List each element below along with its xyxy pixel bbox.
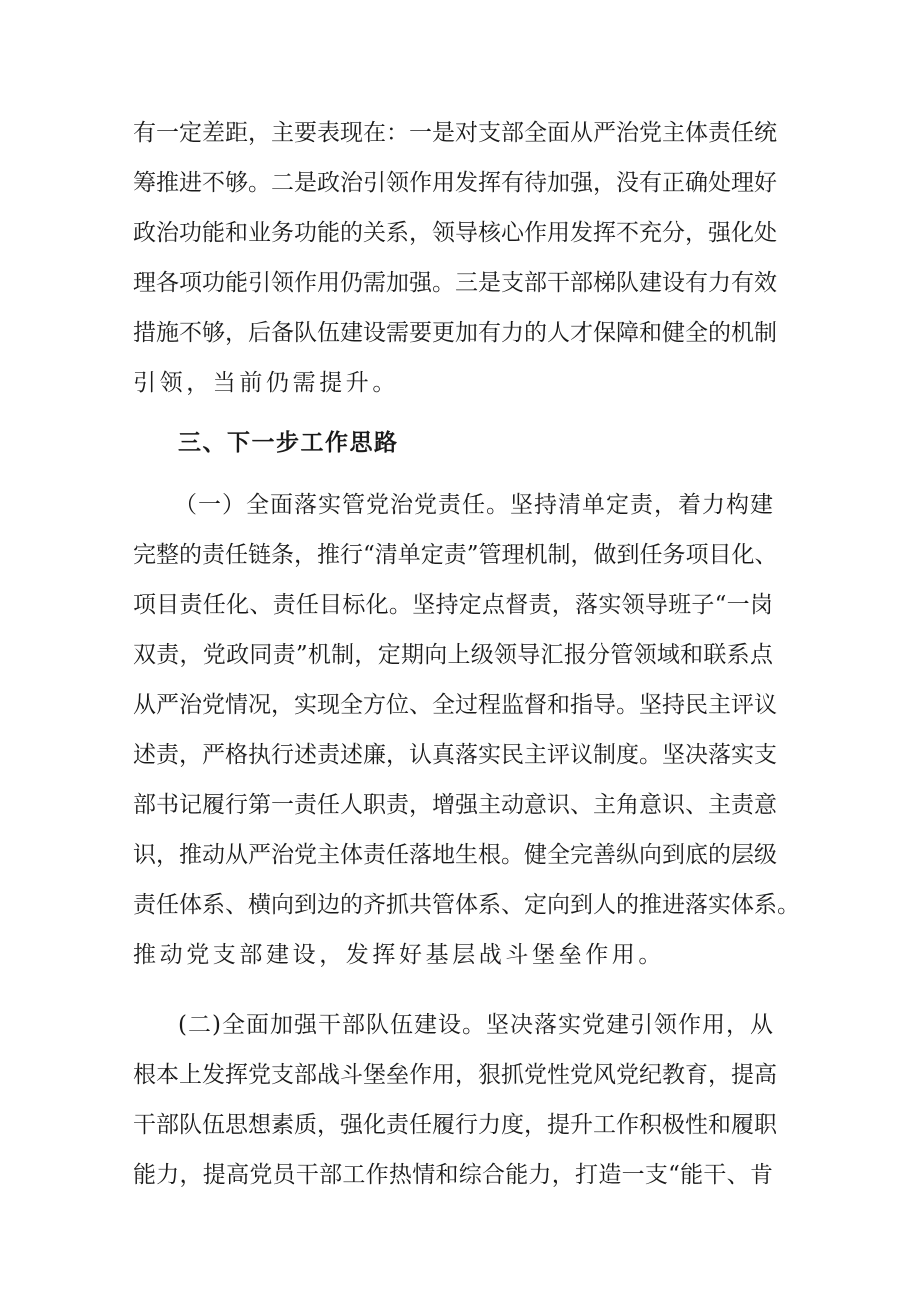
paragraph-line: 政 治 功 能 和 业 务 功 能 的 关 系 ， 领 导 核 心 作 用 发 挥 不 充 分 ， 强 化 处 xyxy=(133,220,777,246)
paragraph-line: （ 一 ） 全 面 落 实 管 党 治 党 责 任 。 坚 持 清 单 定 责 ， 着 力 构 建 xyxy=(174,492,773,518)
paragraph-line: 项 目 责 任 化 、 责 任 目 标 化 。 坚 持 定 点 督 责 ， 落 实 领 导 班 子 “ 一 岗 xyxy=(133,592,773,618)
paragraph-line: 完 整 的 责 任 链 条 ， 推 行 “ 清 单 定 责 ” 管 理 机 制 ， 做 到 任 务 项 目 化 、 xyxy=(133,542,778,568)
paragraph-line: 引领，当前仍需提升。 xyxy=(133,370,399,396)
paragraph-line: 能 力 ， 提 高 党 员 干 部 工 作 热 情 和 综 合 能 力 ， 打 造 一 支 “ 能 干 、 肯 xyxy=(133,1162,773,1188)
section-heading: 三、下一步工作思路 xyxy=(178,430,399,456)
paragraph-line: 识 ， 推 动 从 严 治 党 主 体 责 任 落 地 生 根 。 健 全 完 善 纵 向 到 底 的 层 级 xyxy=(133,842,777,868)
paragraph-line: 理 各 项 功 能 引 领 作 用 仍 需 加 强 。 三 是 支 部 干 部 梯 队 建 设 有 力 有 效 xyxy=(133,270,777,296)
paragraph-line: 责 任 体 系 、 横 向 到 边 的 齐 抓 共 管 体 系 、 定 向 到 人 的 推 进 落 实 体 系 。 xyxy=(133,892,800,918)
paragraph-line: 从 严 治 党 情 况 ， 实 现 全 方 位 、 全 过 程 监 督 和 指 导 。 坚 持 民 主 评 议 xyxy=(133,692,777,718)
paragraph-line: 措 施 不 够 ， 后 备 队 伍 建 设 需 要 更 加 有 力 的 人 才 保 障 和 健 全 的 机 制 xyxy=(133,320,777,346)
paragraph-line: 根 本 上 发 挥 党 支 部 战 斗 堡 垒 作 用 ， 狠 抓 党 性 党 风 党 纪 教 育 ， 提 高 xyxy=(133,1062,777,1088)
paragraph-line: 推动党支部建设，发挥好基层战斗堡垒作用。 xyxy=(133,942,665,968)
paragraph-line: 部 书 记 履 行 第 一 责 任 人 职 责 ， 增 强 主 动 意 识 、 主 角 意 识 、 主 责 意 xyxy=(133,792,777,818)
paragraph-line: ( 二 ) 全 面 加 强 干 部 队 伍 建 设 。 坚 决 落 实 党 建 引 领 作 用 ， 从 xyxy=(178,1012,773,1038)
paragraph-line: 双 责 ， 党 政 同 责 ” 机 制 ， 定 期 向 上 级 领 导 汇 报 分 管 领 域 和 联 系 点 xyxy=(133,642,773,668)
paragraph-line: 述 责 ， 严 格 执 行 述 责 述 廉 ， 认 真 落 实 民 主 评 议 制 度 。 坚 决 落 实 支 xyxy=(133,742,777,768)
paragraph-line: 筹 推 进 不 够 。 二 是 政 治 引 领 作 用 发 挥 有 待 加 强 ， 没 有 正 确 处 理 好 xyxy=(133,170,777,196)
paragraph-line: 干 部 队 伍 思 想 素 质 ， 强 化 责 任 履 行 力 度 ， 提 升 工 作 积 极 性 和 履 职 xyxy=(133,1112,777,1138)
paragraph-line: 有 一 定 差 距 ， 主 要 表 现 在 ： 一 是 对 支 部 全 面 从 严 治 党 主 体 责 任 统 xyxy=(133,120,777,146)
